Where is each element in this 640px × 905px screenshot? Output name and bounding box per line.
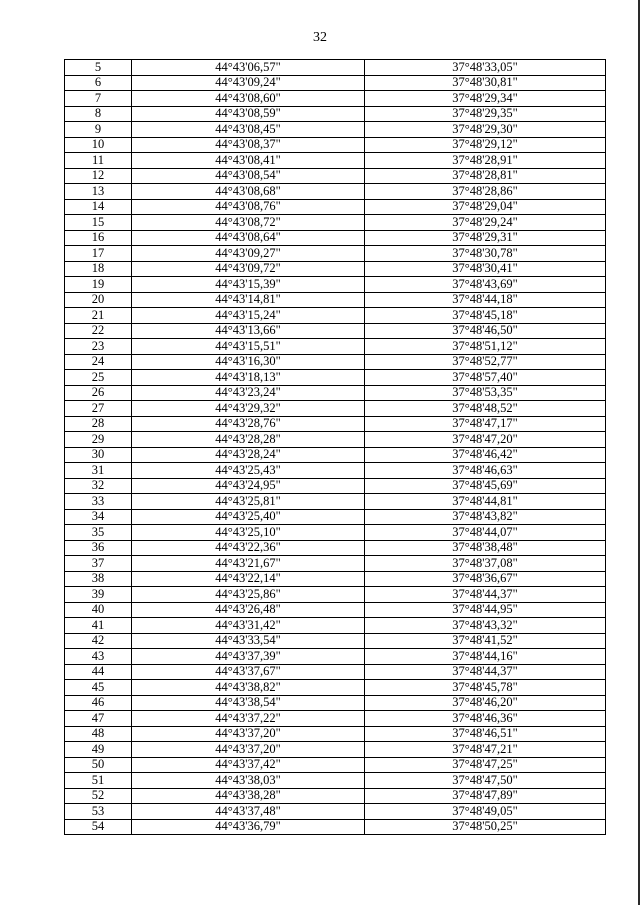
table-row <box>65 494 606 510</box>
point-number-cell: 44 <box>65 664 132 680</box>
longitude-cell: 37°48'48,52" <box>365 401 606 417</box>
point-number-cell: 11 <box>65 153 132 169</box>
point-number-cell: 23 <box>65 339 132 355</box>
longitude-cell: 37°48'33,05" <box>365 60 606 76</box>
latitude-cell: 44°43'14,81" <box>132 292 365 308</box>
longitude-cell: 37°48'45,69" <box>365 478 606 494</box>
longitude-cell: 37°48'28,81" <box>365 168 606 184</box>
longitude-cell: 37°48'29,34" <box>365 91 606 107</box>
coordinates-table-body <box>65 60 606 835</box>
latitude-cell: 44°43'37,20" <box>132 742 365 758</box>
latitude-cell: 44°43'23,24" <box>132 385 365 401</box>
point-number-cell: 46 <box>65 695 132 711</box>
point-number-cell: 38 <box>65 571 132 587</box>
point-number-cell: 39 <box>65 587 132 603</box>
latitude-cell: 44°43'25,43" <box>132 463 365 479</box>
table-row <box>65 509 606 525</box>
table-row <box>65 137 606 153</box>
table-row <box>65 633 606 649</box>
longitude-cell: 37°48'49,05" <box>365 804 606 820</box>
point-number-cell: 33 <box>65 494 132 510</box>
longitude-cell: 37°48'29,35" <box>365 106 606 122</box>
latitude-cell: 44°43'08,76" <box>132 199 365 215</box>
point-number-cell: 17 <box>65 246 132 262</box>
latitude-cell: 44°43'37,42" <box>132 757 365 773</box>
latitude-cell: 44°43'25,81" <box>132 494 365 510</box>
table-row <box>65 308 606 324</box>
table-row <box>65 525 606 541</box>
longitude-cell: 37°48'29,31" <box>365 230 606 246</box>
latitude-cell: 44°43'28,24" <box>132 447 365 463</box>
point-number-cell: 41 <box>65 618 132 634</box>
longitude-cell: 37°48'46,36" <box>365 711 606 727</box>
latitude-cell: 44°43'16,30" <box>132 354 365 370</box>
table-row <box>65 478 606 494</box>
longitude-cell: 37°48'30,41" <box>365 261 606 277</box>
table-row <box>65 788 606 804</box>
latitude-cell: 44°43'38,28" <box>132 788 365 804</box>
point-number-cell: 6 <box>65 75 132 91</box>
longitude-cell: 37°48'47,20" <box>365 432 606 448</box>
longitude-cell: 37°48'57,40" <box>365 370 606 386</box>
latitude-cell: 44°43'21,67" <box>132 556 365 572</box>
longitude-cell: 37°48'46,51" <box>365 726 606 742</box>
point-number-cell: 36 <box>65 540 132 556</box>
table-row <box>65 602 606 618</box>
latitude-cell: 44°43'18,13" <box>132 370 365 386</box>
longitude-cell: 37°48'45,78" <box>365 680 606 696</box>
point-number-cell: 18 <box>65 261 132 277</box>
table-row <box>65 184 606 200</box>
longitude-cell: 37°48'29,30" <box>365 122 606 138</box>
latitude-cell: 44°43'22,36" <box>132 540 365 556</box>
table-row <box>65 91 606 107</box>
latitude-cell: 44°43'08,54" <box>132 168 365 184</box>
point-number-cell: 25 <box>65 370 132 386</box>
longitude-cell: 37°48'30,78" <box>365 246 606 262</box>
longitude-cell: 37°48'51,12" <box>365 339 606 355</box>
latitude-cell: 44°43'38,54" <box>132 695 365 711</box>
latitude-cell: 44°43'08,37" <box>132 137 365 153</box>
point-number-cell: 29 <box>65 432 132 448</box>
point-number-cell: 42 <box>65 633 132 649</box>
longitude-cell: 37°48'50,25" <box>365 819 606 835</box>
table-row <box>65 339 606 355</box>
page-number: 32 <box>313 30 327 45</box>
table-row <box>65 168 606 184</box>
latitude-cell: 44°43'29,32" <box>132 401 365 417</box>
latitude-cell: 44°43'22,14" <box>132 571 365 587</box>
longitude-cell: 37°48'47,50" <box>365 773 606 789</box>
table-row <box>65 385 606 401</box>
point-number-cell: 5 <box>65 60 132 76</box>
latitude-cell: 44°43'09,72" <box>132 261 365 277</box>
longitude-cell: 37°48'46,50" <box>365 323 606 339</box>
longitude-cell: 37°48'43,82" <box>365 509 606 525</box>
table-row <box>65 463 606 479</box>
point-number-cell: 45 <box>65 680 132 696</box>
point-number-cell: 16 <box>65 230 132 246</box>
longitude-cell: 37°48'53,35" <box>365 385 606 401</box>
table-row <box>65 587 606 603</box>
latitude-cell: 44°43'26,48" <box>132 602 365 618</box>
point-number-cell: 27 <box>65 401 132 417</box>
latitude-cell: 44°43'15,39" <box>132 277 365 293</box>
longitude-cell: 37°48'46,20" <box>365 695 606 711</box>
latitude-cell: 44°43'37,48" <box>132 804 365 820</box>
longitude-cell: 37°48'44,95" <box>365 602 606 618</box>
latitude-cell: 44°43'28,76" <box>132 416 365 432</box>
longitude-cell: 37°48'36,67" <box>365 571 606 587</box>
table-row <box>65 432 606 448</box>
longitude-cell: 37°48'44,07" <box>365 525 606 541</box>
table-row <box>65 370 606 386</box>
longitude-cell: 37°48'47,25" <box>365 757 606 773</box>
latitude-cell: 44°43'31,42" <box>132 618 365 634</box>
latitude-cell: 44°43'37,39" <box>132 649 365 665</box>
table-row <box>65 215 606 231</box>
point-number-cell: 37 <box>65 556 132 572</box>
point-number-cell: 7 <box>65 91 132 107</box>
table-row <box>65 60 606 76</box>
table-row <box>65 711 606 727</box>
table-row <box>65 680 606 696</box>
longitude-cell: 37°48'28,86" <box>365 184 606 200</box>
latitude-cell: 44°43'36,79" <box>132 819 365 835</box>
latitude-cell: 44°43'08,41" <box>132 153 365 169</box>
table-row <box>65 447 606 463</box>
table-row <box>65 773 606 789</box>
table-row <box>65 664 606 680</box>
longitude-cell: 37°48'45,18" <box>365 308 606 324</box>
point-number-cell: 21 <box>65 308 132 324</box>
point-number-cell: 52 <box>65 788 132 804</box>
point-number-cell: 24 <box>65 354 132 370</box>
table-row <box>65 757 606 773</box>
longitude-cell: 37°48'30,81" <box>365 75 606 91</box>
longitude-cell: 37°48'44,37" <box>365 664 606 680</box>
table-row <box>65 695 606 711</box>
latitude-cell: 44°43'08,59" <box>132 106 365 122</box>
point-number-cell: 10 <box>65 137 132 153</box>
point-number-cell: 31 <box>65 463 132 479</box>
table-row <box>65 106 606 122</box>
point-number-cell: 34 <box>65 509 132 525</box>
point-number-cell: 48 <box>65 726 132 742</box>
longitude-cell: 37°48'47,17" <box>365 416 606 432</box>
longitude-cell: 37°48'44,37" <box>365 587 606 603</box>
latitude-cell: 44°43'08,68" <box>132 184 365 200</box>
table-row <box>65 540 606 556</box>
point-number-cell: 53 <box>65 804 132 820</box>
latitude-cell: 44°43'09,27" <box>132 246 365 262</box>
longitude-cell: 37°48'44,16" <box>365 649 606 665</box>
longitude-cell: 37°48'46,63" <box>365 463 606 479</box>
table-row <box>65 122 606 138</box>
table-row <box>65 649 606 665</box>
table-row <box>65 75 606 91</box>
table-row <box>65 401 606 417</box>
point-number-cell: 15 <box>65 215 132 231</box>
longitude-cell: 37°48'43,32" <box>365 618 606 634</box>
longitude-cell: 37°48'47,89" <box>365 788 606 804</box>
point-number-cell: 30 <box>65 447 132 463</box>
table-row <box>65 261 606 277</box>
table-row <box>65 230 606 246</box>
latitude-cell: 44°43'08,64" <box>132 230 365 246</box>
point-number-cell: 35 <box>65 525 132 541</box>
point-number-cell: 22 <box>65 323 132 339</box>
latitude-cell: 44°43'38,03" <box>132 773 365 789</box>
point-number-cell: 13 <box>65 184 132 200</box>
longitude-cell: 37°48'44,81" <box>365 494 606 510</box>
table-row <box>65 742 606 758</box>
table-row <box>65 726 606 742</box>
latitude-cell: 44°43'33,54" <box>132 633 365 649</box>
point-number-cell: 26 <box>65 385 132 401</box>
latitude-cell: 44°43'25,40" <box>132 509 365 525</box>
point-number-cell: 32 <box>65 478 132 494</box>
latitude-cell: 44°43'13,66" <box>132 323 365 339</box>
longitude-cell: 37°48'28,91" <box>365 153 606 169</box>
latitude-cell: 44°43'24,95" <box>132 478 365 494</box>
table-row <box>65 416 606 432</box>
latitude-cell: 44°43'25,10" <box>132 525 365 541</box>
latitude-cell: 44°43'38,82" <box>132 680 365 696</box>
latitude-cell: 44°43'15,24" <box>132 308 365 324</box>
latitude-cell: 44°43'25,86" <box>132 587 365 603</box>
table-row <box>65 556 606 572</box>
latitude-cell: 44°43'08,72" <box>132 215 365 231</box>
point-number-cell: 9 <box>65 122 132 138</box>
longitude-cell: 37°48'52,77" <box>365 354 606 370</box>
latitude-cell: 44°43'09,24" <box>132 75 365 91</box>
longitude-cell: 37°48'38,48" <box>365 540 606 556</box>
longitude-cell: 37°48'29,24" <box>365 215 606 231</box>
table-row <box>65 153 606 169</box>
longitude-cell: 37°48'43,69" <box>365 277 606 293</box>
point-number-cell: 12 <box>65 168 132 184</box>
table-row <box>65 804 606 820</box>
table-row <box>65 292 606 308</box>
point-number-cell: 47 <box>65 711 132 727</box>
point-number-cell: 14 <box>65 199 132 215</box>
longitude-cell: 37°48'29,04" <box>365 199 606 215</box>
longitude-cell: 37°48'44,18" <box>365 292 606 308</box>
point-number-cell: 28 <box>65 416 132 432</box>
table-row <box>65 618 606 634</box>
point-number-cell: 50 <box>65 757 132 773</box>
latitude-cell: 44°43'08,60" <box>132 91 365 107</box>
latitude-cell: 44°43'28,28" <box>132 432 365 448</box>
point-number-cell: 8 <box>65 106 132 122</box>
longitude-cell: 37°48'47,21" <box>365 742 606 758</box>
longitude-cell: 37°48'29,12" <box>365 137 606 153</box>
point-number-cell: 54 <box>65 819 132 835</box>
coordinates-table <box>64 59 606 835</box>
table-row <box>65 199 606 215</box>
latitude-cell: 44°43'37,22" <box>132 711 365 727</box>
point-number-cell: 49 <box>65 742 132 758</box>
latitude-cell: 44°43'08,45" <box>132 122 365 138</box>
latitude-cell: 44°43'37,20" <box>132 726 365 742</box>
point-number-cell: 40 <box>65 602 132 618</box>
table-row <box>65 323 606 339</box>
point-number-cell: 19 <box>65 277 132 293</box>
table-row <box>65 571 606 587</box>
table-row <box>65 354 606 370</box>
latitude-cell: 44°43'37,67" <box>132 664 365 680</box>
longitude-cell: 37°48'37,08" <box>365 556 606 572</box>
table-row <box>65 246 606 262</box>
point-number-cell: 51 <box>65 773 132 789</box>
longitude-cell: 37°48'46,42" <box>365 447 606 463</box>
table-row <box>65 277 606 293</box>
point-number-cell: 20 <box>65 292 132 308</box>
table-row <box>65 819 606 835</box>
latitude-cell: 44°43'06,57" <box>132 60 365 76</box>
point-number-cell: 43 <box>65 649 132 665</box>
latitude-cell: 44°43'15,51" <box>132 339 365 355</box>
longitude-cell: 37°48'41,52" <box>365 633 606 649</box>
